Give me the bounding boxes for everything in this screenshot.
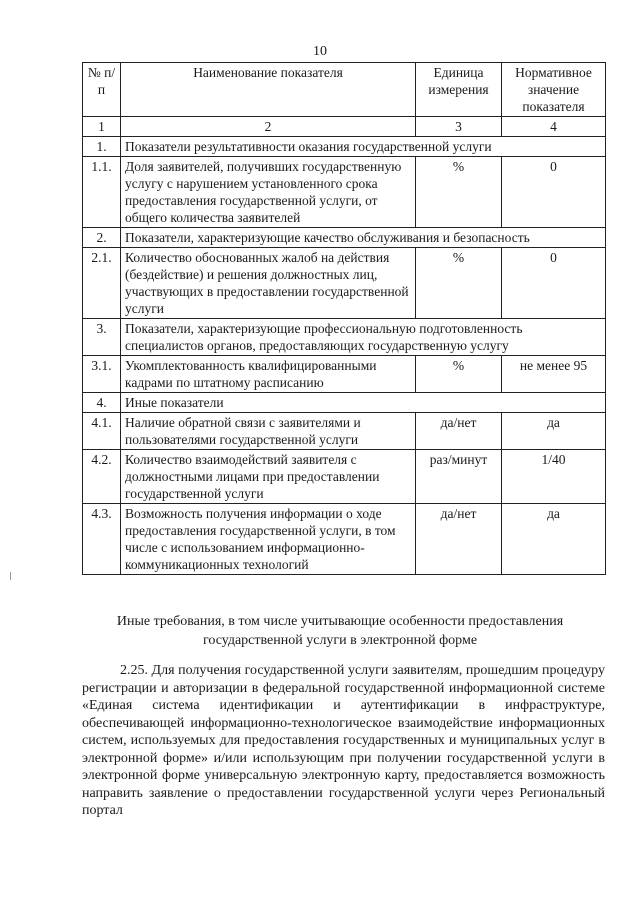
- row-number: 4.2.: [83, 450, 121, 504]
- table-header-row: [83, 63, 606, 117]
- indicator-value: 1/40: [502, 450, 606, 504]
- page-number: 10: [313, 44, 327, 59]
- table-index-row: [83, 117, 606, 137]
- indicators-table: [82, 62, 606, 575]
- indicator-name: Возможность получения информации о ходе предоставления государственной услуги, в том числе с использованием информационно-коммуникационных технологий: [121, 504, 416, 575]
- table-row: [83, 157, 606, 228]
- indicator-unit: %: [416, 248, 502, 319]
- header-unit: Единица измерения: [416, 63, 502, 117]
- header-normative-value: Нормативное значение показателя: [502, 63, 606, 117]
- index-cell: 3: [416, 117, 502, 137]
- body-paragraph: 2.25. Для получения государственной услуги заявителям, прошедшим процедуру регистрации и авторизации в федеральной государственной информационной системе «Единая система идентификации и аутентификации в инфраструктуре, обеспечивающей информационно-технологическое взаимодействие информационных систем, используемых для предоставления государственных и муниципальных услуг в электронной форме» и/или использующим при получении государственной услуги в электронной форме универсальную электронную карту, предоставляется возможность направить заявление о предоставлении государственной услуги через Региональный портал: [82, 663, 605, 818]
- indicator-name: Укомплектованность квалифицированными кадрами по штатному расписанию: [121, 356, 416, 393]
- row-number: 3.: [83, 319, 121, 356]
- indicator-unit: да/нет: [416, 413, 502, 450]
- section-title: Показатели, характеризующие профессиональную подготовленность специалистов органов, предоставляющих государственную услугу: [121, 319, 606, 356]
- table-section-row: [83, 319, 606, 356]
- row-number: 1.: [83, 137, 121, 157]
- indicator-name: Количество обоснованных жалоб на действия (бездействие) и решения должностных лиц, участвующих в предоставлении государственной услуги: [121, 248, 416, 319]
- table-section-row: [83, 393, 606, 413]
- indicator-name: Количество взаимодействий заявителя с должностными лицами при предоставлении государственной услуги: [121, 450, 416, 504]
- indicator-unit: раз/минут: [416, 450, 502, 504]
- indicator-unit: %: [416, 157, 502, 228]
- index-cell: 2: [121, 117, 416, 137]
- indicator-name: Наличие обратной связи с заявителями и пользователями государственной услуги: [121, 413, 416, 450]
- table-row: [83, 248, 606, 319]
- header-name: Наименование показателя: [121, 63, 416, 117]
- row-number: 4.: [83, 393, 121, 413]
- table-row: [83, 413, 606, 450]
- indicator-value: да: [502, 504, 606, 575]
- row-number: 2.1.: [83, 248, 121, 319]
- header-number: № п/п: [83, 63, 121, 117]
- table-row: [83, 504, 606, 575]
- table-row: [83, 356, 606, 393]
- row-number: 1.1.: [83, 157, 121, 228]
- indicator-value: 0: [502, 248, 606, 319]
- row-number: 2.: [83, 228, 121, 248]
- row-number: 4.1.: [83, 413, 121, 450]
- section-title: Иные показатели: [121, 393, 606, 413]
- indicator-value: не менее 95: [502, 356, 606, 393]
- table-section-row: [83, 228, 606, 248]
- indicator-name: Доля заявителей, получивших государственную услугу с нарушением установленного срока предоставления государственной услуги, от общего количества заявителей: [121, 157, 416, 228]
- table-row: [83, 450, 606, 504]
- indicator-unit: да/нет: [416, 504, 502, 575]
- indicator-unit: %: [416, 356, 502, 393]
- section-subheading: Иные требования, в том числе учитывающие особенности предоставления государственной услуги в электронной форме: [116, 614, 564, 648]
- indicator-value: 0: [502, 157, 606, 228]
- indicator-value: да: [502, 413, 606, 450]
- section-title: Показатели результативности оказания государственной услуги: [121, 137, 606, 157]
- section-title: Показатели, характеризующие качество обслуживания и безопасность: [121, 228, 606, 248]
- row-number: 4.3.: [83, 504, 121, 575]
- index-cell: 4: [502, 117, 606, 137]
- index-cell: 1: [83, 117, 121, 137]
- row-number: 3.1.: [83, 356, 121, 393]
- margin-mark: [10, 572, 11, 580]
- table-section-row: [83, 137, 606, 157]
